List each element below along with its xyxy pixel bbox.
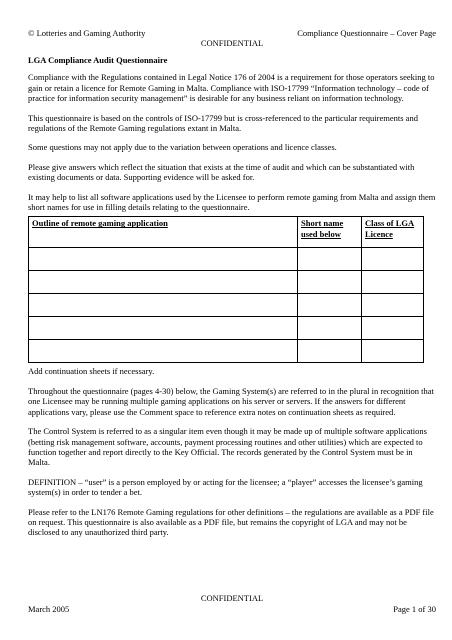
page-header [28, 28, 436, 50]
table-cell[interactable] [298, 340, 362, 363]
document-title: LGA Compliance Audit Questionnaire [28, 55, 168, 65]
table-cell[interactable] [29, 294, 298, 317]
table-cell[interactable] [298, 317, 362, 340]
table-row [29, 294, 424, 317]
table-cell[interactable] [362, 294, 424, 317]
table-cell[interactable] [298, 248, 362, 271]
column-header-licence-class: Class of LGA Licence [362, 217, 424, 248]
footer-date: March 2005 [28, 604, 70, 614]
table-row [29, 248, 424, 271]
paragraph-references: Please refer to the LN176 Remote Gaming regulations for other definitions – the regulations are available as a PDF file on request. This questionnaire is also available as a PDF file, but remains the copyright of LGA and may not be disclosed to any unauthorized third party. [28, 506, 434, 538]
footer-page-number: Page 1 of 30 [393, 604, 436, 614]
table-cell[interactable] [29, 317, 298, 340]
table-cell[interactable] [29, 340, 298, 363]
table-row [29, 271, 424, 294]
table-cell[interactable] [362, 271, 424, 294]
paragraph-compliance: Compliance with the Regulations contained in Legal Notice 176 of 2004 is a requirement for those operators seeking to gain or retain a licence for Remote Gaming in Malta. Compliance with ISO-17799 “Information technology – code of practice for information security management” is desirable for any business reliant on information technology. [28, 72, 435, 104]
applications-table [28, 216, 424, 363]
paragraph-definition: DEFINITION – “user” is a person employed by or acting for the licensee; a “player” accesses the licensee’s gaming system(s) in order to tender a bet. [28, 476, 423, 498]
table-cell[interactable] [362, 248, 424, 271]
table-cell[interactable] [362, 317, 424, 340]
paragraph-applicability: Some questions may not apply due to the variation between operations and licence classes. [28, 142, 337, 153]
page-footer [28, 593, 436, 617]
table-row [29, 340, 424, 363]
paragraph-gaming-systems: Throughout the questionnaire (pages 4-30) below, the Gaming System(s) are referred to in the plural in recognition that one Licensee may be running multiple gaming applications on his server or servers. If the answers for different applications vary, please use the Comment space to reference extra notes on continuation sheets as required. [28, 385, 434, 417]
table-cell[interactable] [298, 271, 362, 294]
table-cell[interactable] [362, 340, 424, 363]
paragraph-list-apps: It may help to list all software applications used by the Licensee to perform remote gaming from Malta and assign them short names for use in filling details relating to the questionnaire. [28, 191, 436, 213]
table-row [29, 317, 424, 340]
table-cell[interactable] [29, 248, 298, 271]
column-header-outline: Outline of remote gaming application [29, 217, 298, 248]
paragraph-basis: This questionnaire is based on the controls of ISO-17799 but is cross-referenced to the particular requirements and regulations of the Remote Gaming regulations extant in Malta. [28, 112, 418, 134]
footer-confidential: CONFIDENTIAL [200, 593, 264, 603]
table-cell[interactable] [298, 294, 362, 317]
table-header-row [29, 217, 424, 248]
column-header-short-name: Short name used below [298, 217, 362, 248]
header-doc-title: Compliance Questionnaire – Cover Page [297, 28, 436, 38]
header-copyright: © Lotteries and Gaming Authority [28, 28, 146, 38]
paragraph-control-system: The Control System is referred to as a singular item even though it may be made up of multiple software applications (betting risk management software, accounts, payment processing routines and other utilities) which are expected to function together and report directly to the Key Official. The records generated by the Control System must be in Malta. [28, 426, 427, 468]
paragraph-answers: Please give answers which reflect the situation that exists at the time of audit and which can be substantiated with existing documents or data. Supporting evidence will be asked for. [28, 161, 415, 183]
paragraph-continuation: Add continuation sheets if necessary. [28, 366, 155, 377]
page-body [28, 55, 436, 547]
table-cell[interactable] [29, 271, 298, 294]
header-confidential: CONFIDENTIAL [200, 38, 264, 48]
